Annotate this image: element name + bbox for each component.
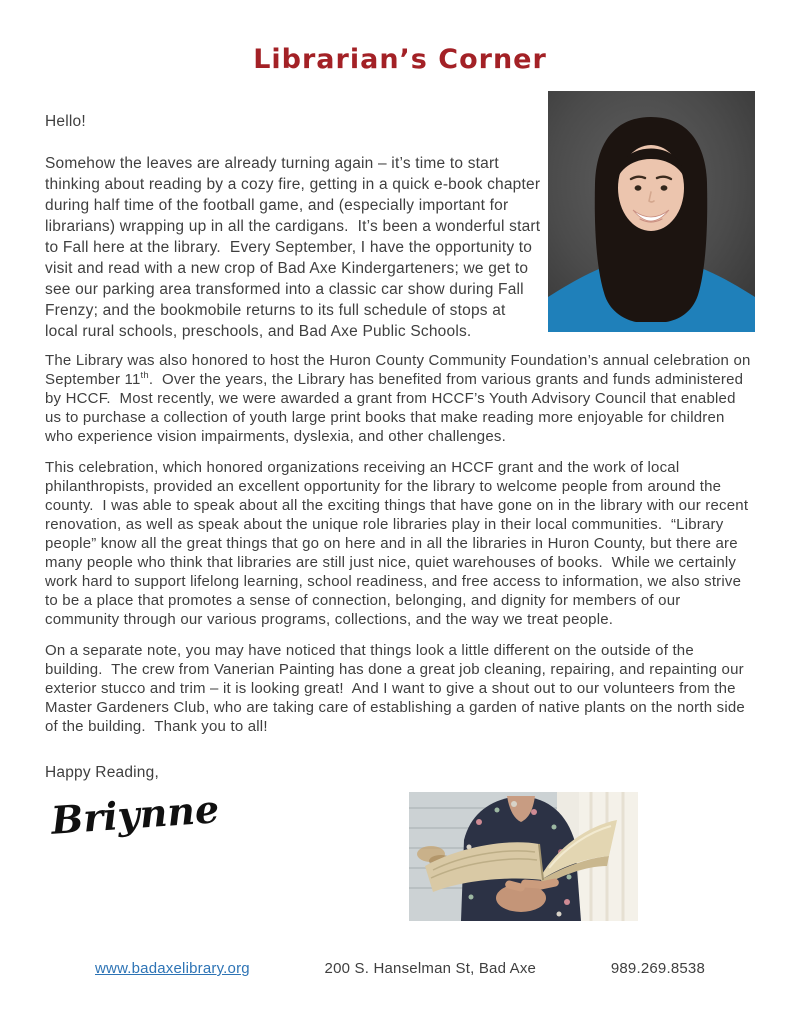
reading-book-photo bbox=[409, 792, 638, 921]
page-title: Librarian’s Corner bbox=[253, 44, 547, 75]
paragraph-fall-intro: Somehow the leaves are already turning again – it’s time to start thinking about reading by a cozy fire, getting in a quick e-book chapter during half time of the football game, and (especially important for librarians) wrapping up in all the cardigans. It’s been a wonderful start to Fall here at the library. Every September, I have the opportunity to visit and read with a new crop of Bad Axe Kindergarteners; we get to see our parking area transformed into a classic car show during Fall Frenzy; and the bookmobile returns to its full schedule of stops at local rural schools, preschools, and Bad Axe Public Schools. bbox=[45, 155, 545, 340]
paragraph-hccf-celebration: The Library was also honored to host the Huron County Community Foundation’s annual celebration on September 11th. Over the years, the Library has benefited from various grants and funds administered by HCCF. Most recently, we were awarded a grant from HCCF’s Youth Advisory Council that enabled us to purchase a collection of youth large print books that make reading more enjoyable for children who experience vision impairments, dyslexia, and other challenges. bbox=[45, 352, 755, 445]
footer-phone: 989.269.8538 bbox=[610, 960, 705, 977]
newsletter-body bbox=[45, 89, 755, 843]
footer bbox=[0, 960, 800, 977]
librarian-portrait-photo bbox=[548, 91, 755, 332]
paragraph-building-updates: On a separate note, you may have noticed that things look a little different on the outside of the building. The crew from Vanerian Painting has done a great job cleaning, repairing, and repainting our exterior stucco and trim – it is looking great! And I want to give a shout out to our volunteers from the Master Gardeners Club, who are taking care of establishing a garden of native plants on the north side of the building. Thank you to all! bbox=[45, 642, 750, 735]
signature-text: Briynne bbox=[49, 786, 221, 843]
footer-website-link[interactable]: www.badaxelibrary.org bbox=[95, 960, 250, 977]
librarian-portrait-illustration bbox=[548, 91, 755, 332]
footer-address: 200 S. Hanselman St, Bad Axe bbox=[324, 960, 537, 977]
reading-book-illustration bbox=[409, 792, 638, 921]
closing-text: Happy Reading, bbox=[45, 764, 159, 781]
paragraph-library-role: This celebration, which honored organizations receiving an HCCF grant and the work of local philanthropists, provided an excellent opportunity for the library to welcome people from around the county. I was able to speak about all the exciting things that have gone on in the library with our recent renovation, as well as speak about the unique role libraries play in their local communities. “Library people” know all the great things that go on here and in all the libraries in Huron County, but there are many people who think that libraries are still just nice, quiet warehouses of books. While we certainly work hard to support lifelong learning, school readiness, and free access to information, we also strive to be a place that promotes a sense of connection, belonging, and dignity for members of our community through our various programs, collections, and the way we treat people. bbox=[45, 459, 753, 628]
superscript-th: th bbox=[140, 370, 149, 381]
greeting-text: Hello! bbox=[45, 113, 86, 130]
